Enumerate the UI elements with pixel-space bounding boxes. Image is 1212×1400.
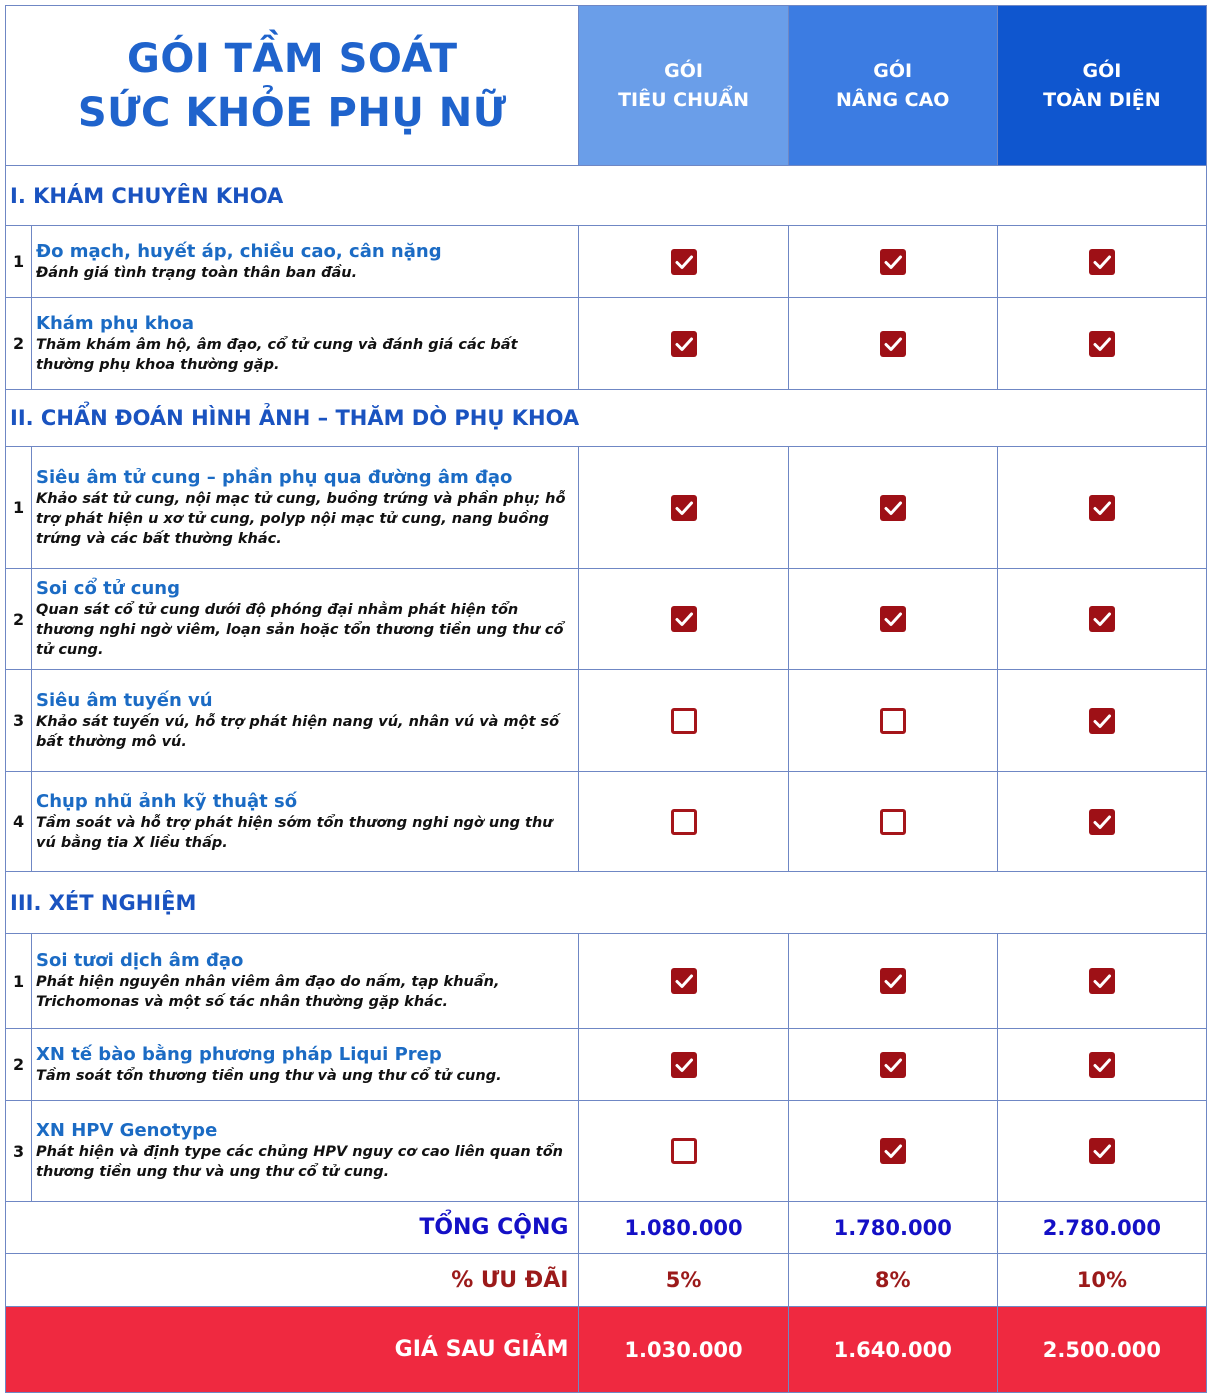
- check-cell-advanced: [788, 772, 997, 872]
- table-row: [6, 569, 1207, 670]
- discount-value-advanced: 8%: [788, 1254, 997, 1307]
- checkbox-checked-icon: [1089, 1052, 1115, 1078]
- check-cell-comprehensive: [997, 670, 1206, 772]
- check-cell-comprehensive: [997, 569, 1206, 670]
- section-row: [6, 872, 1207, 934]
- check-cell-standard: [579, 1029, 788, 1101]
- checkbox-empty-icon: [880, 708, 906, 734]
- checkbox-checked-icon: [880, 249, 906, 275]
- section-heading: I. KHÁM CHUYÊN KHOA: [6, 166, 1207, 226]
- checkbox-checked-icon: [671, 606, 697, 632]
- item-detail: Tầm soát tổn thương tiền ung thư và ung thư cổ tử cung.: [36, 1067, 502, 1084]
- check-cell-comprehensive: [997, 298, 1206, 390]
- checkbox-checked-icon: [880, 495, 906, 521]
- checkbox-checked-icon: [1089, 331, 1115, 357]
- item-description-cell: [32, 772, 579, 872]
- total-label: TỔNG CỘNG: [6, 1202, 579, 1254]
- check-cell-comprehensive: [997, 1101, 1206, 1202]
- check-cell-comprehensive: [997, 1029, 1206, 1101]
- package-header-line-2: TOÀN DIỆN: [1043, 88, 1161, 111]
- total-value-standard: 1.080.000: [579, 1202, 788, 1254]
- package-header-line-2: NÂNG CAO: [835, 88, 950, 111]
- checkbox-empty-icon: [880, 809, 906, 835]
- final-value-comprehensive: 2.500.000: [997, 1307, 1206, 1393]
- package-header-standard: [579, 6, 788, 166]
- section-row: [6, 390, 1207, 447]
- package-comparison-table: [5, 5, 1207, 1393]
- package-header-line-2: TIÊU CHUẨN: [618, 88, 750, 111]
- checkbox-checked-icon: [671, 331, 697, 357]
- table-row: [6, 670, 1207, 772]
- item-title: Chụp nhũ ảnh kỹ thuật số: [36, 790, 298, 812]
- package-header-comprehensive: [997, 6, 1206, 166]
- checkbox-checked-icon: [671, 249, 697, 275]
- item-title: XN HPV Genotype: [36, 1120, 218, 1141]
- table-row: [6, 298, 1207, 390]
- item-number: 1: [6, 447, 32, 569]
- check-cell-standard: [579, 934, 788, 1029]
- item-number: 4: [6, 772, 32, 872]
- checkbox-checked-icon: [880, 331, 906, 357]
- header-row: [6, 6, 1207, 166]
- item-detail: Quan sát cổ tử cung dưới độ phóng đại nhằm phát hiện tổn thương nghi ngờ viêm, loạn sản hoặc tổn thương tiền ung thư cổ tử cung.: [36, 602, 564, 658]
- check-cell-advanced: [788, 298, 997, 390]
- check-cell-standard: [579, 772, 788, 872]
- check-cell-advanced: [788, 226, 997, 298]
- check-cell-comprehensive: [997, 447, 1206, 569]
- check-cell-advanced: [788, 670, 997, 772]
- package-header-line-1: GÓI: [1082, 59, 1122, 82]
- check-cell-advanced: [788, 569, 997, 670]
- table-row: [6, 934, 1207, 1029]
- item-description-cell: [32, 447, 579, 569]
- item-description-cell: [32, 226, 579, 298]
- checkbox-checked-icon: [880, 968, 906, 994]
- package-header-advanced: [788, 6, 997, 166]
- check-cell-advanced: [788, 1101, 997, 1202]
- total-row: [6, 1202, 1207, 1254]
- final-value-standard: 1.030.000: [579, 1307, 788, 1393]
- section-heading: III. XÉT NGHIỆM: [6, 872, 1207, 934]
- item-title: Soi cổ tử cung: [36, 578, 180, 599]
- item-detail: Đánh giá tình trạng toàn thân ban đầu.: [36, 264, 358, 281]
- total-value-advanced: 1.780.000: [788, 1202, 997, 1254]
- checkbox-checked-icon: [880, 606, 906, 632]
- title-line-2: SỨC KHỎE PHỤ NỮ: [77, 89, 507, 136]
- check-cell-standard: [579, 569, 788, 670]
- discount-value-comprehensive: 10%: [997, 1254, 1206, 1307]
- item-title: Siêu âm tuyến vú: [36, 689, 213, 711]
- package-header-line-1: GÓI: [664, 59, 703, 82]
- discount-label: % ƯU ĐÃI: [6, 1254, 579, 1307]
- item-number: 3: [6, 1101, 32, 1202]
- checkbox-checked-icon: [1089, 606, 1115, 632]
- item-detail: Phát hiện nguyên nhân viêm âm đạo do nấm, tạp khuẩn, Trichomonas và một số tác nhân thường gặp khác.: [36, 974, 500, 1010]
- table-row: [6, 1029, 1207, 1101]
- check-cell-advanced: [788, 1029, 997, 1101]
- item-number: 1: [6, 934, 32, 1029]
- check-cell-standard: [579, 447, 788, 569]
- item-detail: Phát hiện và định type các chủng HPV nguy cơ cao liên quan tổn thương tiền ung thư và ung thư cổ tử cung.: [36, 1144, 563, 1180]
- section-heading: II. CHẨN ĐOÁN HÌNH ẢNH – THĂM DÒ PHỤ KHOA: [6, 390, 1207, 447]
- check-cell-comprehensive: [997, 226, 1206, 298]
- check-cell-standard: [579, 1101, 788, 1202]
- check-cell-standard: [579, 226, 788, 298]
- final-value-advanced: 1.640.000: [788, 1307, 997, 1393]
- checkbox-checked-icon: [671, 968, 697, 994]
- check-cell-advanced: [788, 447, 997, 569]
- checkbox-empty-icon: [671, 809, 697, 835]
- item-number: 2: [6, 569, 32, 670]
- check-cell-comprehensive: [997, 934, 1206, 1029]
- title-line-1: GÓI TẦM SOÁT: [126, 35, 458, 82]
- checkbox-checked-icon: [671, 495, 697, 521]
- checkbox-checked-icon: [1089, 495, 1115, 521]
- section-row: [6, 166, 1207, 226]
- item-detail: Tầm soát và hỗ trợ phát hiện sớm tổn thương nghi ngờ ung thư vú bằng tia X liều thấp.: [36, 814, 553, 851]
- checkbox-empty-icon: [671, 708, 697, 734]
- item-title: Siêu âm tử cung – phần phụ qua đường âm đạo: [36, 466, 513, 488]
- final-label: GIÁ SAU GIẢM: [6, 1307, 579, 1393]
- item-title: Khám phụ khoa: [36, 312, 195, 334]
- item-detail: Khảo sát tử cung, nội mạc tử cung, buồng trứng và phần phụ; hỗ trợ phát hiện u xơ tử cung, polyp nội mạc tử cung, nang buồng trứng và các bất thường khác.: [36, 490, 566, 547]
- item-detail: Thăm khám âm hộ, âm đạo, cổ tử cung và đánh giá các bất thường phụ khoa thường gặp.: [36, 336, 518, 373]
- checkbox-checked-icon: [1089, 809, 1115, 835]
- item-description-cell: [32, 1029, 579, 1101]
- checkbox-checked-icon: [1089, 1138, 1115, 1164]
- item-title: Soi tươi dịch âm đạo: [36, 950, 244, 971]
- checkbox-checked-icon: [880, 1052, 906, 1078]
- table-row: [6, 772, 1207, 872]
- item-title: XN tế bào bằng phương pháp Liqui Prep: [36, 1043, 442, 1065]
- item-description-cell: [32, 569, 579, 670]
- checkbox-checked-icon: [880, 1138, 906, 1164]
- checkbox-checked-icon: [671, 1052, 697, 1078]
- checkbox-empty-icon: [671, 1138, 697, 1164]
- page-title: [6, 6, 579, 166]
- checkbox-checked-icon: [1089, 968, 1115, 994]
- item-description-cell: [32, 934, 579, 1029]
- discount-value-standard: 5%: [579, 1254, 788, 1307]
- checkbox-checked-icon: [1089, 708, 1115, 734]
- checkbox-checked-icon: [1089, 249, 1115, 275]
- total-value-comprehensive: 2.780.000: [997, 1202, 1206, 1254]
- table-row: [6, 226, 1207, 298]
- item-description-cell: [32, 670, 579, 772]
- discount-row: [6, 1254, 1207, 1307]
- item-number: 3: [6, 670, 32, 772]
- check-cell-standard: [579, 670, 788, 772]
- check-cell-comprehensive: [997, 772, 1206, 872]
- final-row: [6, 1307, 1207, 1393]
- item-description-cell: [32, 298, 579, 390]
- item-detail: Khảo sát tuyến vú, hỗ trợ phát hiện nang vú, nhân vú và một số bất thường mô vú.: [36, 713, 560, 750]
- item-number: 1: [6, 226, 32, 298]
- item-description-cell: [32, 1101, 579, 1202]
- package-header-line-1: GÓI: [873, 59, 913, 82]
- table-row: [6, 1101, 1207, 1202]
- check-cell-standard: [579, 298, 788, 390]
- check-cell-advanced: [788, 934, 997, 1029]
- table-row: [6, 447, 1207, 569]
- item-number: 2: [6, 298, 32, 390]
- item-number: 2: [6, 1029, 32, 1101]
- item-title: Đo mạch, huyết áp, chiều cao, cân nặng: [36, 240, 442, 262]
